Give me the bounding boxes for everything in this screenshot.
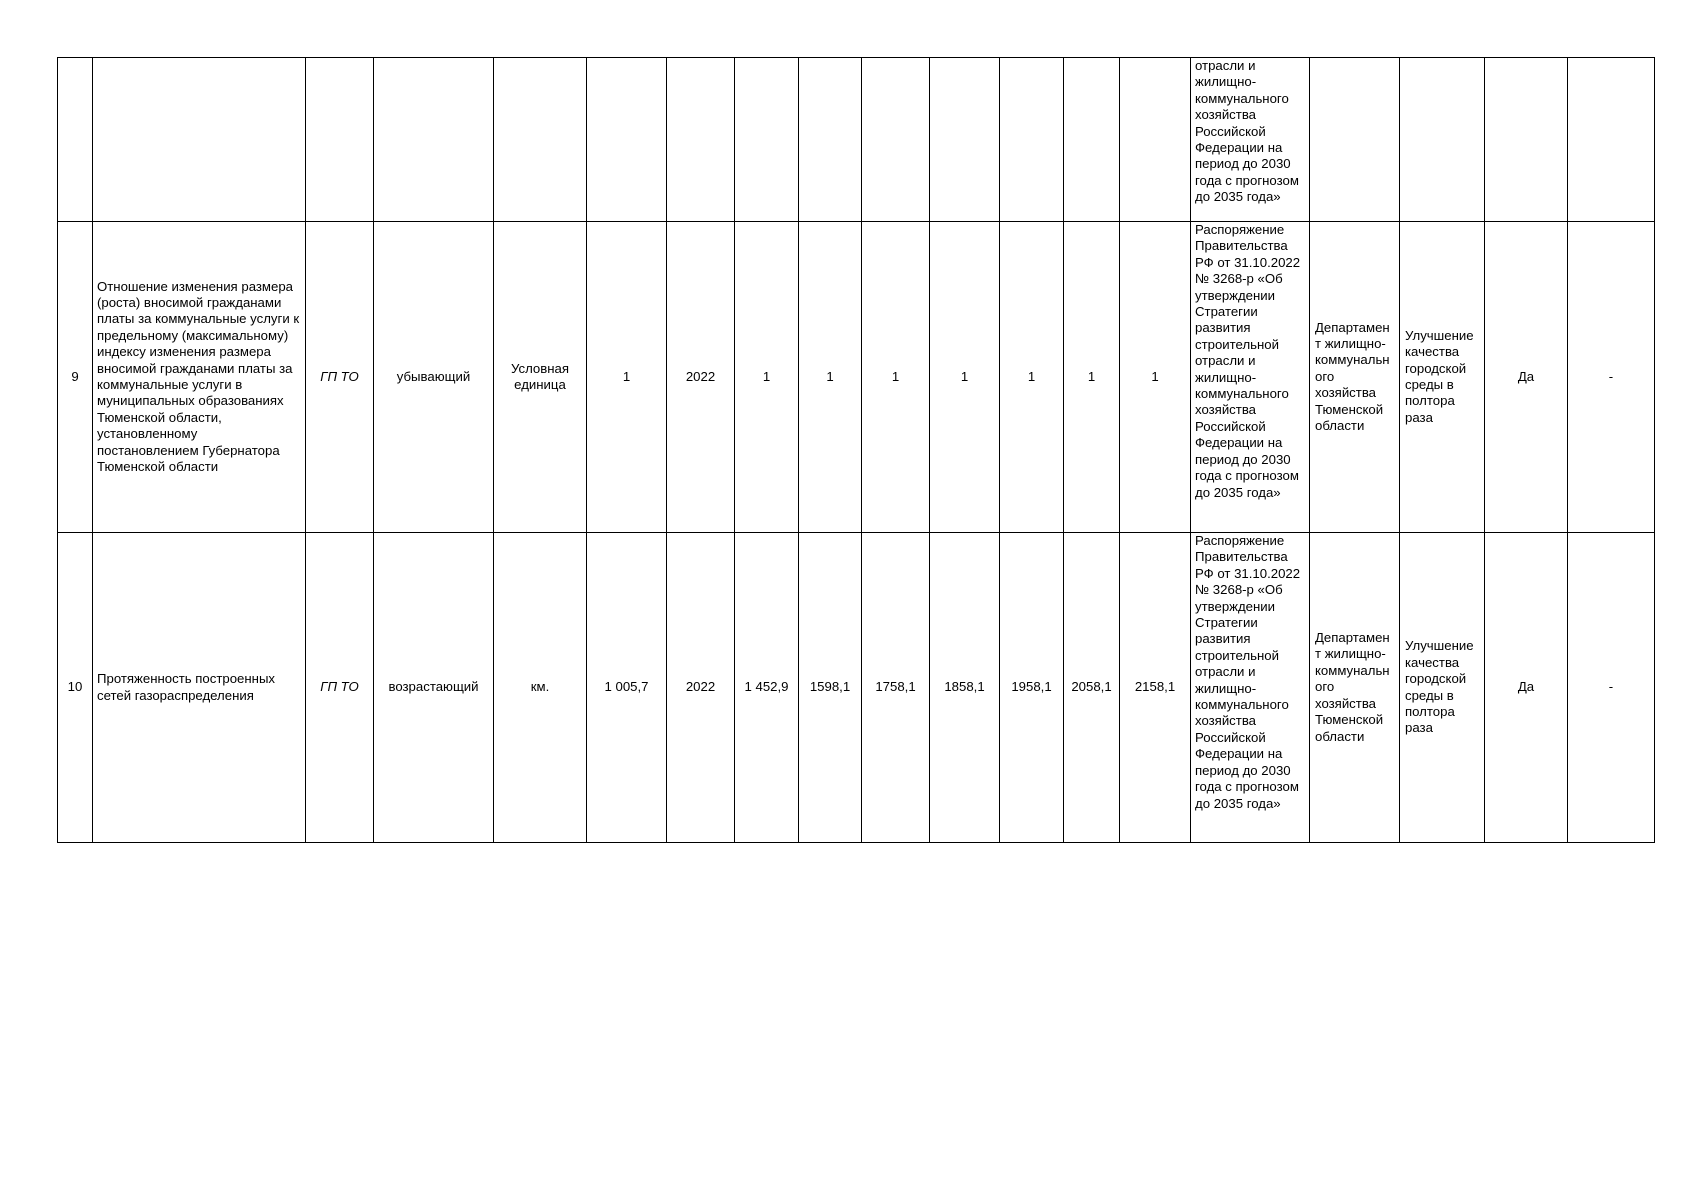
year-value xyxy=(735,58,799,222)
year-value: 1 xyxy=(1064,222,1120,533)
year-value: 1 xyxy=(862,222,930,533)
program-level: ГП ТО xyxy=(306,533,374,843)
year-value xyxy=(1064,58,1120,222)
national-goal xyxy=(1400,58,1485,222)
base-value: 1 005,7 xyxy=(587,533,667,843)
year-value: 1598,1 xyxy=(799,533,862,843)
extra xyxy=(1568,58,1655,222)
legal-basis: отрасли и жилищно-коммунального хозяйства Российской Федерации на период до 2030 года с прогнозом до 2035 года» xyxy=(1191,58,1310,222)
trend: возрастающий xyxy=(374,533,494,843)
year-value: 1958,1 xyxy=(1000,533,1064,843)
legal-basis: Распоряжение Правительства РФ от 31.10.2022 № 3268-р «Об утверждении Стратегии развития строительной отрасли и жилищно-коммунального хозяйства Российской Федерации на период до 2030 года с прогнозом до 2035 года» xyxy=(1191,533,1310,843)
indicators-table xyxy=(57,57,1655,843)
legal-basis: Распоряжение Правительства РФ от 31.10.2022 № 3268-р «Об утверждении Стратегии развития строительной отрасли и жилищно-коммунального хозяйства Российской Федерации на период до 2030 года с прогнозом до 2035 года» xyxy=(1191,222,1310,533)
trend xyxy=(374,58,494,222)
responsible-body: Департамент жилищно-коммунального хозяйства Тюменской области xyxy=(1310,533,1400,843)
unit xyxy=(494,58,587,222)
base-value xyxy=(587,58,667,222)
trend: убывающий xyxy=(374,222,494,533)
table-row xyxy=(58,58,1655,222)
year-value xyxy=(930,58,1000,222)
table-row xyxy=(58,533,1655,843)
year-value: 1 xyxy=(799,222,862,533)
year-value xyxy=(799,58,862,222)
year-value: 1 xyxy=(735,222,799,533)
row-number: 10 xyxy=(58,533,93,843)
year-value: 2058,1 xyxy=(1064,533,1120,843)
extra: - xyxy=(1568,222,1655,533)
base-year: 2022 xyxy=(667,222,735,533)
indicator-name xyxy=(93,58,306,222)
unit: Условная единица xyxy=(494,222,587,533)
year-value: 1 452,9 xyxy=(735,533,799,843)
year-value xyxy=(862,58,930,222)
indicator-name: Протяженность построенных сетей газораспределения xyxy=(93,533,306,843)
row-number xyxy=(58,58,93,222)
year-value: 1858,1 xyxy=(930,533,1000,843)
year-value: 1 xyxy=(1120,222,1191,533)
table-row xyxy=(58,222,1655,533)
year-value: 1 xyxy=(930,222,1000,533)
base-value: 1 xyxy=(587,222,667,533)
row-number: 9 xyxy=(58,222,93,533)
flag: Да xyxy=(1485,222,1568,533)
base-year: 2022 xyxy=(667,533,735,843)
national-goal: Улучшение качества городской среды в полтора раза xyxy=(1400,533,1485,843)
responsible-body xyxy=(1310,58,1400,222)
year-value: 2158,1 xyxy=(1120,533,1191,843)
year-value xyxy=(1120,58,1191,222)
national-goal: Улучшение качества городской среды в полтора раза xyxy=(1400,222,1485,533)
year-value: 1758,1 xyxy=(862,533,930,843)
flag xyxy=(1485,58,1568,222)
indicator-name: Отношение изменения размера (роста) вносимой гражданами платы за коммунальные услуги к предельному (максимальному) индексу изменения размера вносимой гражданами платы за коммунальные услуги в муниципальных образованиях Тюменской области, установленному постановлением Губернатора Тюменской области xyxy=(93,222,306,533)
program-level: ГП ТО xyxy=(306,222,374,533)
year-value xyxy=(1000,58,1064,222)
flag: Да xyxy=(1485,533,1568,843)
program-level xyxy=(306,58,374,222)
extra: - xyxy=(1568,533,1655,843)
base-year xyxy=(667,58,735,222)
responsible-body: Департамент жилищно-коммунального хозяйства Тюменской области xyxy=(1310,222,1400,533)
year-value: 1 xyxy=(1000,222,1064,533)
unit: км. xyxy=(494,533,587,843)
